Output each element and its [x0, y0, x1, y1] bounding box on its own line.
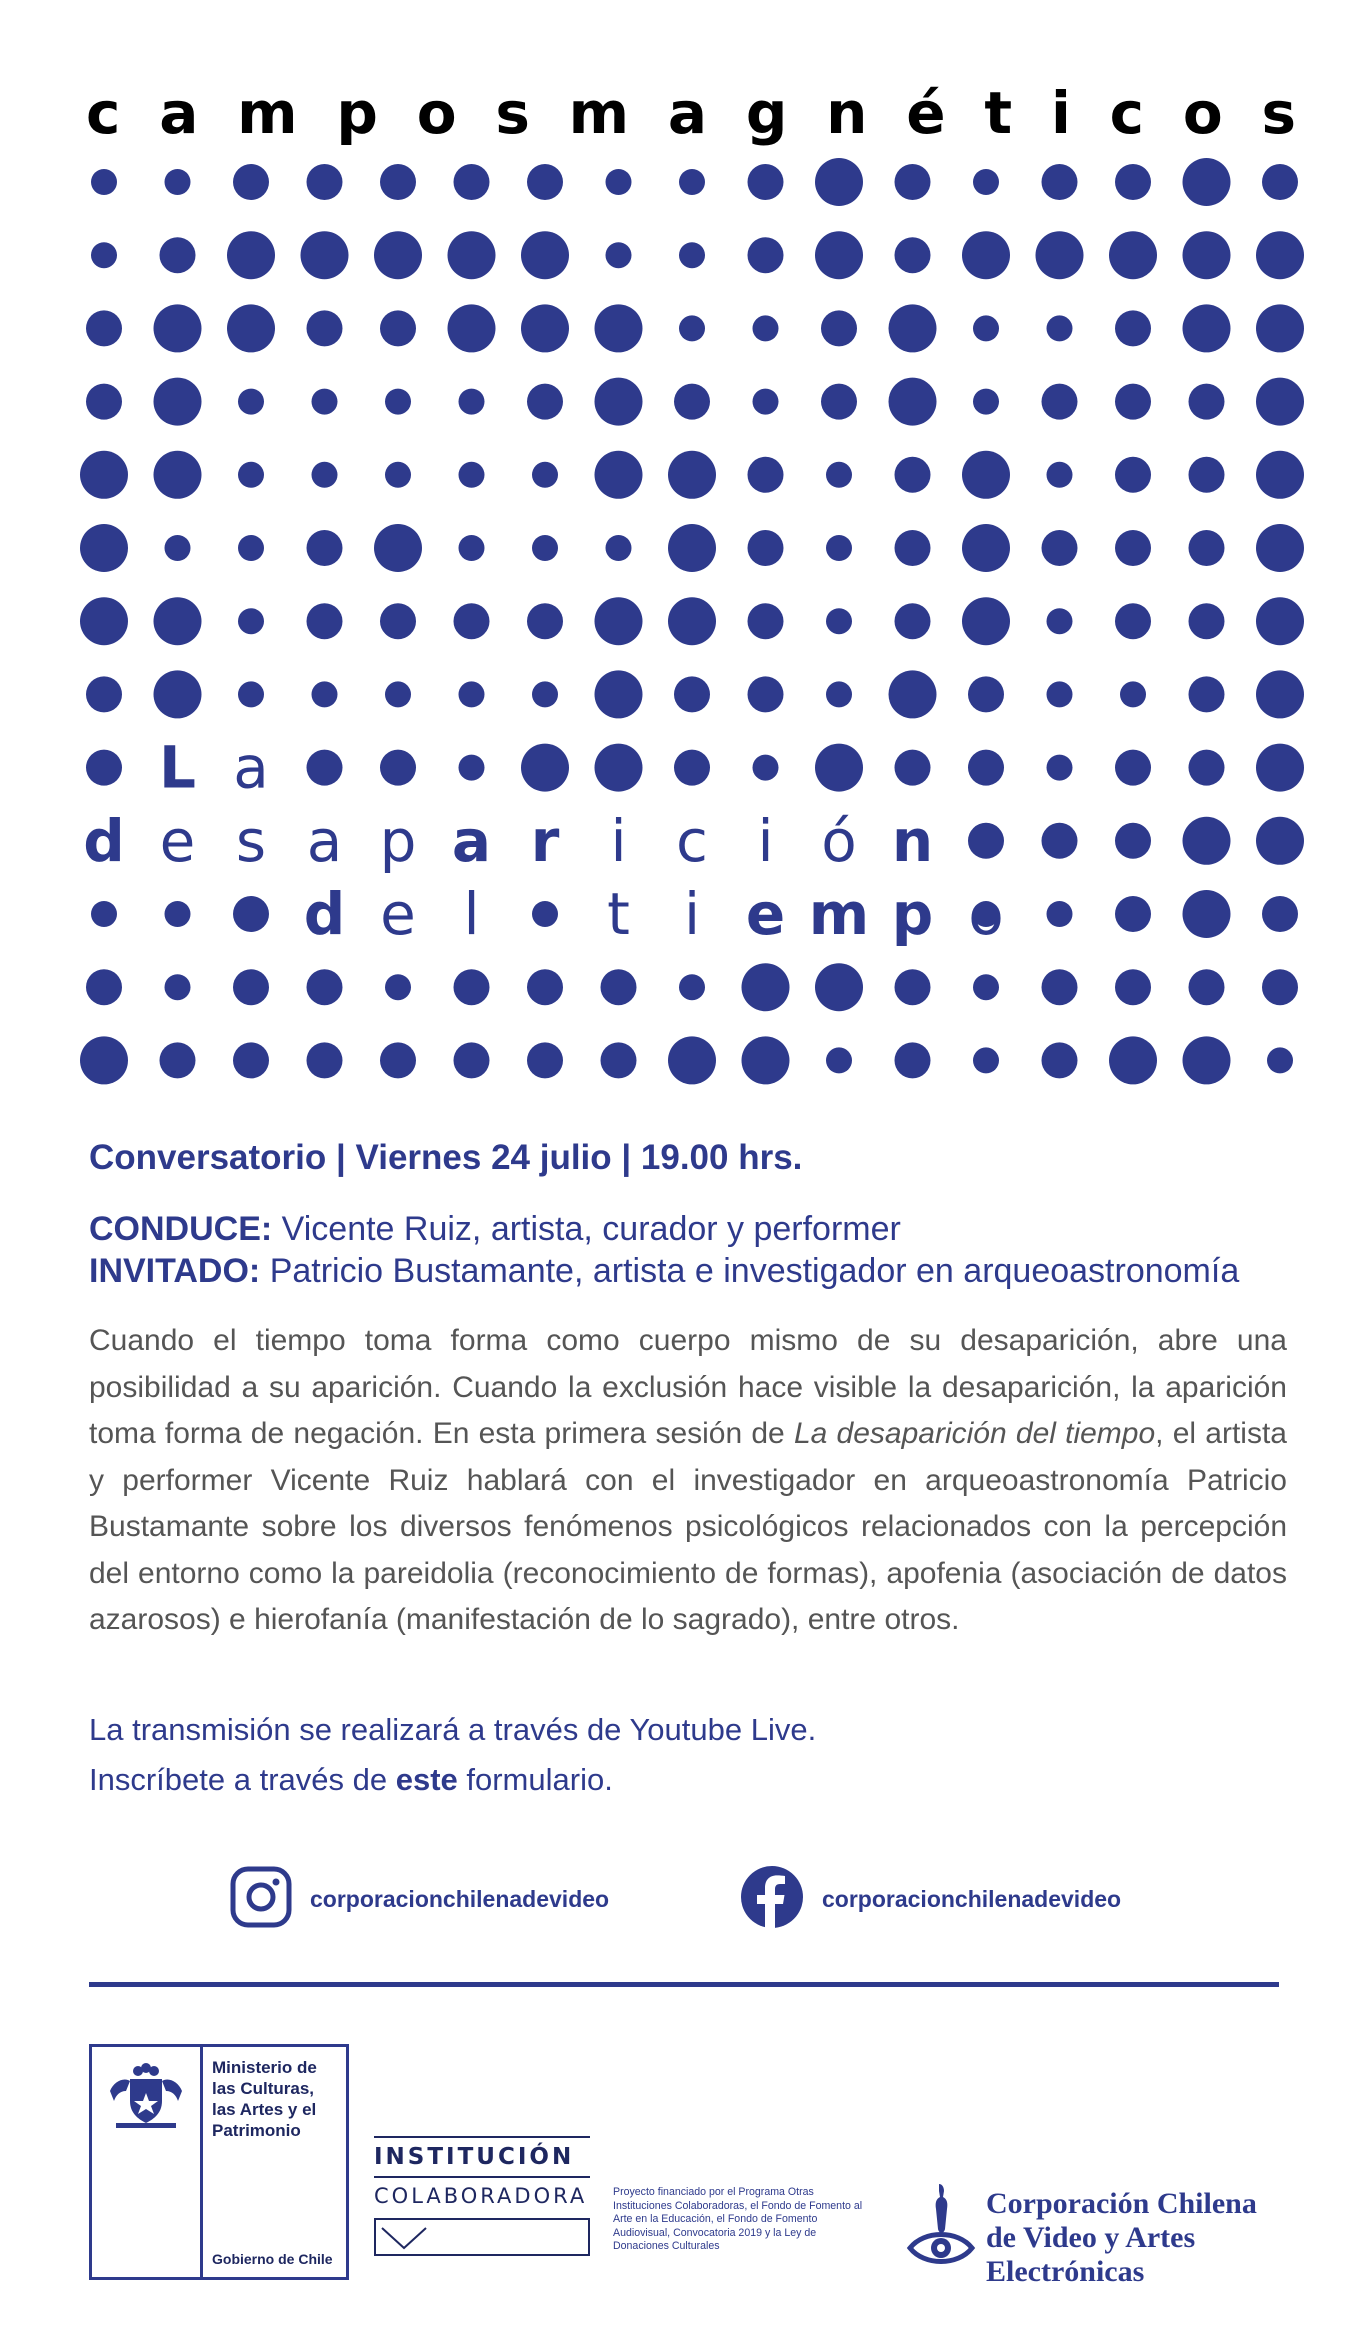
dot: [459, 389, 485, 415]
dot: [527, 164, 563, 200]
dot: [1189, 750, 1225, 786]
dot: [668, 524, 716, 572]
description-title-italic: La desaparición del tiempo: [793, 1417, 1156, 1450]
dot: [895, 750, 931, 786]
dot: [385, 681, 411, 707]
dot: [238, 389, 264, 415]
dot: [595, 670, 643, 718]
dot: [815, 963, 863, 1011]
conduce-label: CONDUCE:: [89, 1210, 273, 1248]
dot: [307, 530, 343, 566]
dot: [606, 169, 632, 195]
corporacion-name-l3: Electrónicas: [986, 2255, 1145, 2288]
description-a: Cuando el tiempo toma forma como cuerpo mismo de su desaparición, abre una posibilidad a su aparición. Cuando la exclusión hace visible la desaparición, la aparición toma forma de negación. En esta primera sesión de: [89, 1324, 1287, 1450]
dot: [748, 237, 784, 273]
conduce-line: [89, 1210, 901, 1249]
dot: [962, 231, 1010, 279]
ministerio-name-l1: Ministerio de: [212, 2058, 317, 2077]
dot: [753, 755, 779, 781]
dot: [1256, 670, 1304, 718]
dot: [679, 974, 705, 1000]
dot: [1189, 603, 1225, 639]
dot: [748, 603, 784, 639]
signup-link[interactable]: este: [395, 1762, 458, 1797]
dot: [154, 451, 202, 499]
dot: [742, 1036, 790, 1084]
dot: [1036, 231, 1084, 279]
dot: [1183, 890, 1231, 938]
dot: [1115, 603, 1151, 639]
title-letter: a: [159, 79, 199, 147]
dot: [1115, 164, 1151, 200]
dot: [1183, 817, 1231, 865]
phrase-letter: s: [235, 806, 267, 875]
gobierno-label: Gobierno de Chile: [212, 2251, 333, 2267]
dot: [1256, 231, 1304, 279]
dot: [1267, 1047, 1293, 1073]
transmission-note: La transmisión se realizará a través de Youtube Live.: [89, 1712, 817, 1747]
dot: [973, 389, 999, 415]
title-letter: i: [1050, 79, 1071, 147]
dot: [1115, 310, 1151, 346]
dot: [1183, 304, 1231, 352]
dot: [1042, 530, 1078, 566]
phrase-letter: p: [379, 806, 417, 875]
dot: [1256, 304, 1304, 352]
dot: [233, 896, 269, 932]
dot: [380, 750, 416, 786]
dot: [312, 462, 338, 488]
dot: [233, 969, 269, 1005]
dot: [1189, 676, 1225, 712]
dot: [595, 451, 643, 499]
dot: [160, 237, 196, 273]
title-letter: c: [1109, 79, 1145, 147]
facebook-handle: corporacionchilenadevideo: [822, 1885, 1122, 1912]
dot: [374, 231, 422, 279]
dot: [679, 169, 705, 195]
dot: [312, 389, 338, 415]
dot: [595, 378, 643, 426]
dot: [815, 744, 863, 792]
dot: [1115, 969, 1151, 1005]
dot: [606, 242, 632, 268]
dot: [1047, 462, 1073, 488]
phrase-letter: a: [233, 733, 269, 802]
phrase-letter: t: [607, 880, 630, 948]
ministerio-name-l2: las Culturas,: [212, 2079, 315, 2098]
dot: [532, 681, 558, 707]
dot: [80, 597, 128, 645]
dot: [385, 462, 411, 488]
dot: [1115, 896, 1151, 932]
dot: [91, 242, 117, 268]
dot: [895, 237, 931, 273]
dot: [307, 750, 343, 786]
dot: [454, 1042, 490, 1078]
dot: [973, 1047, 999, 1073]
dot: [1189, 530, 1225, 566]
dot: [668, 1036, 716, 1084]
dot: [601, 1042, 637, 1078]
dot: [1262, 164, 1298, 200]
title-letter: é: [906, 79, 946, 147]
phrase-letter: a: [451, 806, 492, 875]
dot: [459, 755, 485, 781]
dot: [521, 231, 569, 279]
dot: [459, 535, 485, 561]
title-letter: n: [826, 79, 868, 147]
dot: [459, 681, 485, 707]
dot: [527, 969, 563, 1005]
dot: [826, 535, 852, 561]
dot: [1120, 681, 1146, 707]
dot: [1183, 158, 1231, 206]
dot: [385, 389, 411, 415]
dot: [815, 231, 863, 279]
phrase-letter: n: [891, 806, 934, 875]
phrase-letter: e: [745, 880, 786, 948]
ministerio-name-l4: Patrimonio: [212, 2121, 301, 2140]
dot: [748, 676, 784, 712]
dot: [1042, 823, 1078, 859]
title-letter: a: [667, 79, 708, 147]
dot: [307, 603, 343, 639]
dot: [679, 242, 705, 268]
phrase-letter: p: [891, 880, 934, 948]
dot: [521, 304, 569, 352]
phrase-letter: i: [610, 806, 627, 875]
phrase-letter: o: [968, 880, 1004, 948]
dot: [154, 597, 202, 645]
dot: [1256, 744, 1304, 792]
inst-line1: INSTITUCIÓN: [374, 2144, 575, 2170]
dot: [1047, 315, 1073, 341]
ministerio-name-l3: las Artes y el: [212, 2100, 317, 2119]
dot: [968, 750, 1004, 786]
dot: [753, 389, 779, 415]
description-paragraph: [89, 1318, 1287, 1644]
dot: [962, 451, 1010, 499]
dot: [1183, 1036, 1231, 1084]
dot: [380, 1042, 416, 1078]
facebook-icon: [740, 1865, 804, 1934]
dot: [1256, 378, 1304, 426]
dot: [968, 676, 1004, 712]
title-letter: m: [237, 79, 298, 147]
phrase-letter: e: [159, 806, 196, 875]
dot: [233, 164, 269, 200]
title-letter: o: [1182, 79, 1223, 147]
dot: [595, 304, 643, 352]
title-letter: m: [568, 79, 630, 147]
dot: [973, 974, 999, 1000]
dot: [742, 963, 790, 1011]
dot: [380, 164, 416, 200]
dot: [527, 1042, 563, 1078]
phrase-letter: l: [463, 880, 480, 948]
dot: [1042, 164, 1078, 200]
corporacion-eye-icon: [906, 2182, 976, 2277]
dot: [895, 603, 931, 639]
phrase-letter: a: [306, 806, 343, 875]
dot: [454, 603, 490, 639]
dot: [374, 524, 422, 572]
dot: [601, 969, 637, 1005]
dot: [91, 901, 117, 927]
dot: [1047, 681, 1073, 707]
dot: [1256, 597, 1304, 645]
invitado-text: Patricio Bustamante, artista e investigador en arqueoastronomía: [269, 1252, 1240, 1290]
dot: [80, 1036, 128, 1084]
dot: [454, 164, 490, 200]
dot-grid-artwork: [0, 150, 1365, 1090]
dot: [748, 457, 784, 493]
dot: [80, 524, 128, 572]
dot: [1047, 755, 1073, 781]
title-letter: c: [86, 79, 121, 147]
dot: [973, 315, 999, 341]
corporacion-name-l2: de Video y Artes: [986, 2221, 1196, 2254]
phrase-letter: d: [303, 880, 346, 948]
inst-top-line: [374, 2136, 590, 2138]
coat-of-arms-icon: [102, 2061, 190, 2136]
dot: [1189, 969, 1225, 1005]
title-letter: p: [336, 79, 378, 147]
facebook-link[interactable]: [740, 1867, 1121, 1931]
dot: [895, 164, 931, 200]
dot: [165, 169, 191, 195]
dot: [380, 603, 416, 639]
dot: [1256, 817, 1304, 865]
ministerio-name: [212, 2057, 317, 2141]
title-letter: o: [416, 79, 457, 147]
dot: [160, 1042, 196, 1078]
dot: [973, 169, 999, 195]
dot: [307, 164, 343, 200]
corporacion-name: [986, 2187, 1257, 2289]
dot: [532, 462, 558, 488]
dot: [674, 750, 710, 786]
dot: [679, 315, 705, 341]
dot: [238, 535, 264, 561]
dot: [1042, 1042, 1078, 1078]
dot: [233, 1042, 269, 1078]
dot: [595, 597, 643, 645]
dot: [532, 535, 558, 561]
invitado-label: INVITADO:: [89, 1252, 261, 1290]
dot: [889, 304, 937, 352]
dot: [1262, 969, 1298, 1005]
poster-title: [86, 78, 1296, 148]
dot: [1115, 750, 1151, 786]
dot: [448, 231, 496, 279]
dot: [238, 608, 264, 634]
phrase-letter: c: [676, 806, 708, 875]
dot: [307, 310, 343, 346]
dot: [91, 169, 117, 195]
title-letter: s: [1261, 79, 1296, 147]
dot: [312, 681, 338, 707]
signup-line: [89, 1762, 613, 1798]
institucion-colaboradora-logo: [374, 2130, 590, 2263]
dot: [527, 603, 563, 639]
conduce-text: Vicente Ruiz, artista, curador y performer: [281, 1210, 901, 1248]
dot: [1115, 823, 1151, 859]
corporacion-name-l1: Corporación Chilena: [986, 2187, 1257, 2220]
inst-arrow-box: [374, 2218, 590, 2263]
dot: [154, 304, 202, 352]
dot: [1047, 901, 1073, 927]
dot: [86, 676, 122, 712]
dot: [86, 969, 122, 1005]
dot: [1115, 384, 1151, 420]
dot: [1189, 384, 1225, 420]
phrase-letter: i: [683, 880, 701, 948]
dot: [826, 1047, 852, 1073]
phrase-letter: i: [757, 806, 774, 875]
dot: [968, 823, 1004, 859]
dot: [527, 384, 563, 420]
dot: [748, 164, 784, 200]
description-b: , el artista y performer Vicente Ruiz hablará con el investigador en arqueoastronomía Patricio Bustamante sobre los diversos fenómenos psicológicos relacionados con la percepción del entorno como la pareidolia (reconocimiento de formas), apofenia (asociación de datos azarosos) e hierofanía (manifestación de lo sagrado), entre otros.: [89, 1417, 1287, 1636]
title-letter: g: [745, 79, 788, 147]
instagram-handle: corporacionchilenadevideo: [310, 1885, 610, 1912]
dot: [227, 231, 275, 279]
dot: [1189, 457, 1225, 493]
footer-divider: [89, 1982, 1279, 1987]
dot: [1109, 1036, 1157, 1084]
dot: [154, 670, 202, 718]
dot: [668, 597, 716, 645]
dot: [380, 310, 416, 346]
dot: [1183, 231, 1231, 279]
dot: [895, 530, 931, 566]
dot: [86, 310, 122, 346]
phrase-letter: ó: [821, 806, 857, 875]
dot: [826, 608, 852, 634]
dot: [895, 457, 931, 493]
instagram-link[interactable]: [230, 1867, 609, 1931]
dot: [301, 231, 349, 279]
invitado-line: [89, 1252, 1239, 1291]
dot: [238, 681, 264, 707]
dot: [448, 304, 496, 352]
dot: [674, 676, 710, 712]
dot: [889, 378, 937, 426]
ministerio-divider: [200, 2047, 203, 2277]
dot: [521, 744, 569, 792]
dot: [962, 524, 1010, 572]
dot: [821, 384, 857, 420]
signup-text-b: formulario.: [457, 1762, 613, 1797]
signup-text-a: Inscríbete a través de: [89, 1762, 396, 1797]
dot: [459, 462, 485, 488]
inst-mid-line: [374, 2176, 590, 2178]
dot: [1262, 896, 1298, 932]
dot: [895, 1042, 931, 1078]
dot: [748, 530, 784, 566]
phrase-letter: r: [530, 806, 560, 875]
dot: [1047, 608, 1073, 634]
dot: [962, 597, 1010, 645]
dot: [826, 681, 852, 707]
dot: [86, 384, 122, 420]
dot: [532, 901, 558, 927]
dot: [86, 750, 122, 786]
dot: [815, 158, 863, 206]
dot: [385, 974, 411, 1000]
title-letter: t: [984, 79, 1013, 147]
dot: [454, 969, 490, 1005]
dot: [165, 535, 191, 561]
dot: [307, 969, 343, 1005]
dot: [753, 315, 779, 341]
phrase-letter: d: [83, 806, 125, 875]
instagram-icon: [230, 1866, 292, 1933]
dot: [889, 670, 937, 718]
dot: [1109, 231, 1157, 279]
dot: [1042, 969, 1078, 1005]
dot: [606, 535, 632, 561]
phrase-letter: L: [159, 733, 196, 802]
inst-line2: COLABORADORA: [374, 2184, 588, 2208]
phrase-letter: e: [380, 880, 416, 948]
dot: [895, 969, 931, 1005]
dot: [227, 304, 275, 352]
dot: [595, 744, 643, 792]
dot: [1042, 384, 1078, 420]
dot: [165, 974, 191, 1000]
dot: [1115, 530, 1151, 566]
ministerio-logo: [89, 2044, 349, 2280]
dot: [1115, 457, 1151, 493]
dot: [826, 462, 852, 488]
dot: [668, 451, 716, 499]
funding-note: Proyecto financiado por el Programa Otras Instituciones Colaboradoras, el Fondo de Fomento al Arte en la Educación, el Fondo de Fomento Audiovisual, Convocatoria 2019 y la Ley de Donaciones Culturales: [613, 2186, 863, 2252]
dot: [165, 901, 191, 927]
dot: [154, 378, 202, 426]
dot: [1256, 524, 1304, 572]
dot: [238, 462, 264, 488]
event-info: Conversatorio | Viernes 24 julio | 19.00 hrs.: [89, 1138, 803, 1177]
dot: [674, 384, 710, 420]
title-letter: s: [495, 79, 530, 147]
dot: [307, 1042, 343, 1078]
dot: [80, 451, 128, 499]
dot: [1256, 451, 1304, 499]
phrase-letter: m: [808, 880, 870, 948]
dot: [821, 310, 857, 346]
